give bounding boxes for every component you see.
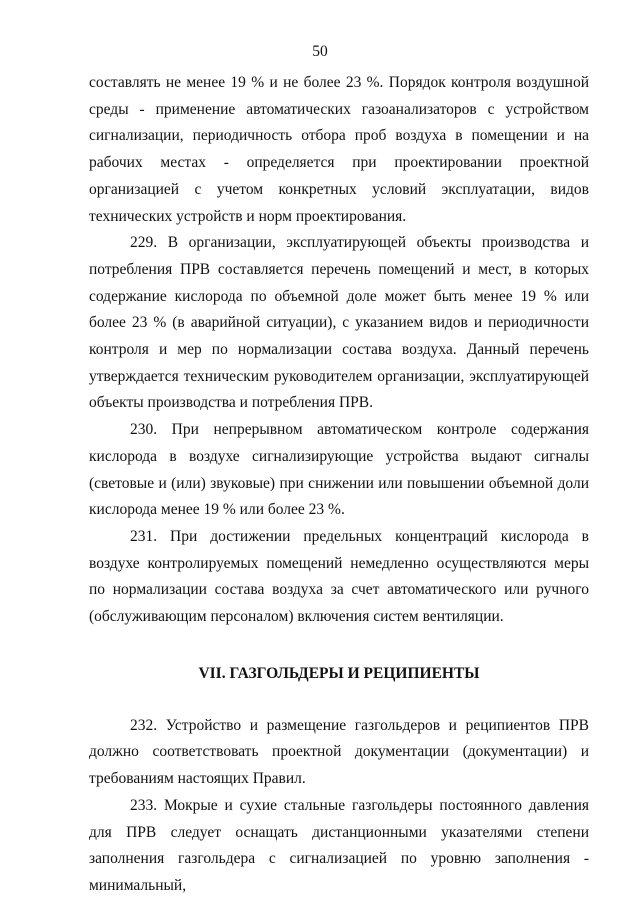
paragraph-230: 230. При непрерывном автоматическом контроле содержания кислорода в воздухе сигнализирующие устройства выдают сигналы (световые и (или) звуковые) при снижении или повышении объемной доли кислорода менее 19 % или более 23 %.	[89, 421, 589, 519]
paragraph-continuation: составлять не менее 19 % и не более 23 %. Порядок контроля воздушной среды - применение автоматических газоанализаторов с устройством сигнализации, периодичность отбора проб воздуха в помещении и на рабочих местах - определяется при проектировании проектной организацией с учетом конкретных условий эксплуатации, видов технических устройств и норм проектирования.	[89, 74, 589, 225]
page-number: 50	[312, 43, 328, 60]
paragraph-231: 231. При достижении предельных концентраций кислорода в воздухе контролируемых помещений немедленно осуществляются меры по нормализации состава воздуха за счет автоматического или ручного (обслуживающим персоналом) включения систем вентиляции.	[89, 527, 589, 626]
document-body	[89, 70, 589, 900]
paragraph-232: 232. Устройство и размещение газгольдеров и реципиентов ПРВ должно соответствовать проектной документации (документации) и требованиям настоящих Правил.	[89, 716, 589, 788]
section-heading: VII. ГАЗГОЛЬДЕРЫ И РЕЦИПИЕНТЫ	[198, 664, 480, 682]
paragraph-233: 233. Мокрые и сухие стальные газгольдеры постоянного давления для ПРВ следует оснащать дистанционными указателями степени заполнения газгольдера с сигнализацией по уровню заполнения - минимальный,	[89, 796, 589, 894]
paragraph-229: 229. В организации, эксплуатирующей объекты производства и потребления ПРВ составляется перечень помещений и мест, в которых содержание кислорода по объемной доле может быть менее 19 % или более 23 % (в аварийной ситуации), с указанием видов и периодичности контроля и мер по нормализации состава воздуха. Данный перечень утверждается техническим руководителем организации, эксплуатирующей объекты производства и потребления ПРВ.	[89, 234, 589, 412]
